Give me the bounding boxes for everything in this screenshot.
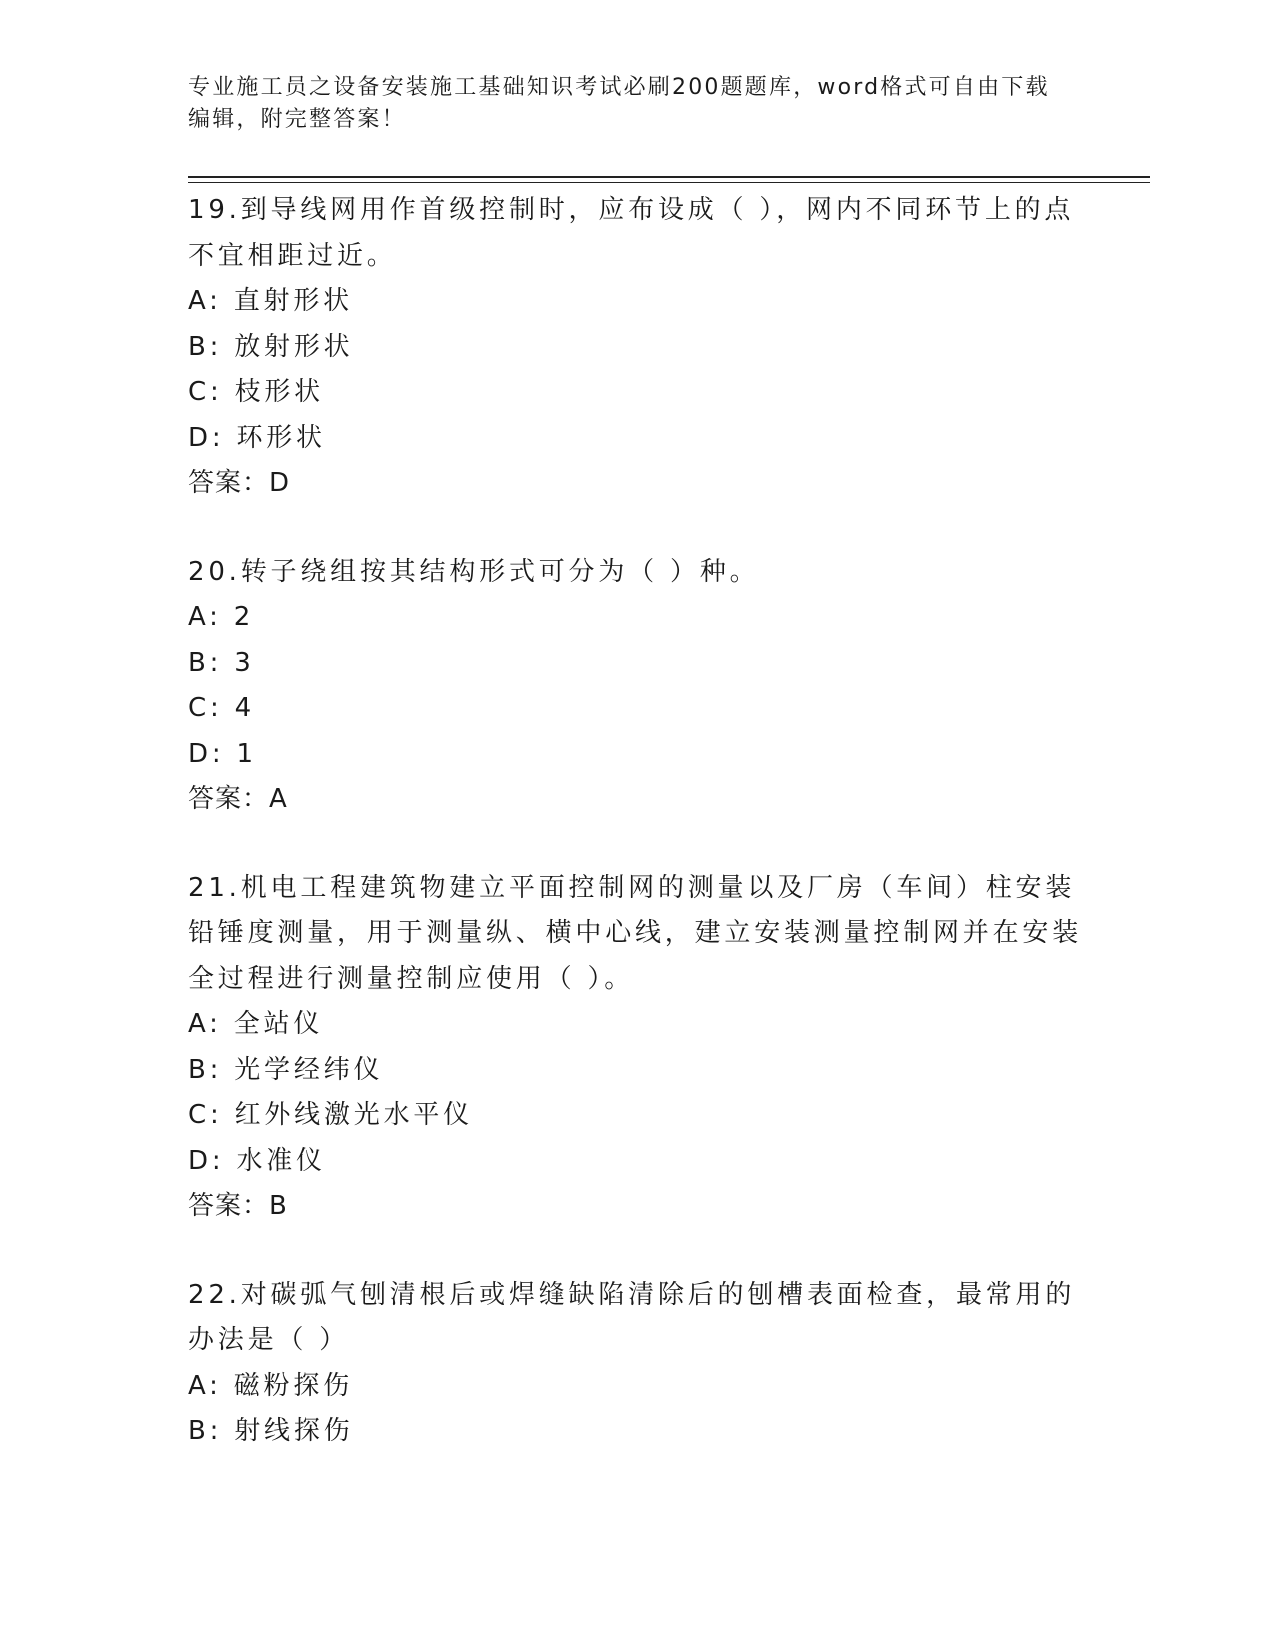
option-d: D: 水准仪	[188, 1145, 326, 1176]
option-d: D: 1	[188, 738, 257, 769]
header-rule-thick	[188, 176, 1150, 178]
answer: 答案：A	[188, 784, 288, 814]
question-19	[188, 188, 1088, 507]
document-header: 专业施工员之设备安装施工基础知识考试必刷200题题库，word格式可自由下载编辑，附完整答案！	[188, 75, 1050, 132]
question-list	[188, 188, 1088, 1498]
question-text: 21.机电工程建筑物建立平面控制网的测量以及厂房（车间）柱安装铅锤度测量，用于测量纵、横中心线，建立安装测量控制网并在安装全过程进行测量控制应使用（ ）。	[188, 872, 1083, 994]
question-text: 19.到导线网用作首级控制时，应布设成（ ），网内不同环节上的点不宜相距过近。	[188, 195, 1075, 271]
option-a: A: 2	[188, 602, 255, 632]
option-b: B: 光学经纬仪	[188, 1054, 384, 1085]
header-rule-thin	[188, 182, 1150, 183]
option-b: B: 射线探伤	[188, 1416, 354, 1446]
answer: 答案：D	[188, 468, 291, 498]
option-c: C: 4	[188, 693, 255, 723]
option-b: B: 3	[188, 647, 255, 678]
option-d: D: 环形状	[188, 422, 326, 453]
option-b: B: 放射形状	[188, 331, 354, 362]
option-a: A: 直射形状	[188, 286, 353, 316]
option-c: C: 红外线激光水平仪	[188, 1100, 473, 1130]
question-text: 20.转子绕组按其结构形式可分为（ ）种。	[188, 556, 760, 587]
question-20	[188, 550, 1088, 823]
option-c: C: 枝形状	[188, 377, 324, 407]
option-a: A: 磁粉探伤	[188, 1370, 353, 1401]
question-22	[188, 1273, 1088, 1455]
option-a: A: 全站仪	[188, 1009, 324, 1039]
answer: 答案：B	[188, 1191, 288, 1221]
question-21	[188, 866, 1088, 1230]
question-text: 22.对碳弧气刨清根后或焊缝缺陷清除后的刨槽表面检查，最常用的办法是（ ）	[188, 1279, 1076, 1355]
